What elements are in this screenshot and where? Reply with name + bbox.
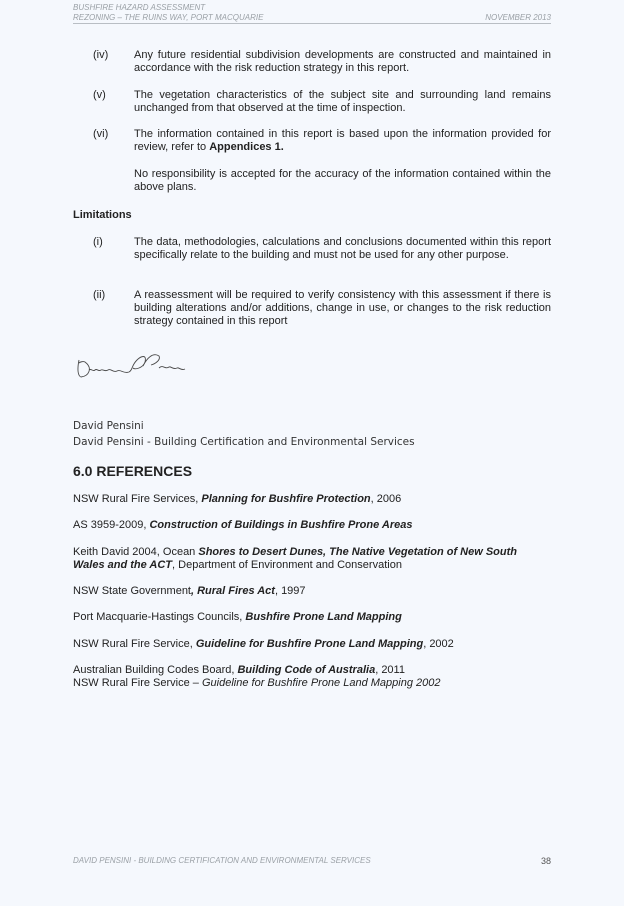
limitation-text: The data, methodologies, calculations and conclusions documented within this report specifically relate to the building and must not be used for any other purpose. bbox=[134, 236, 551, 261]
signature-image bbox=[75, 348, 195, 384]
footer-company: DAVID PENSINI - BUILDING CERTIFICATION AND ENVIRONMENTAL SERVICES bbox=[73, 856, 371, 865]
header-project: REZONING – THE RUINS WAY, PORT MACQUARIE bbox=[73, 13, 264, 22]
condition-text: The information contained in this report is based upon the information provided for review, refer to Appendices 1. bbox=[134, 128, 551, 153]
reference-item: Keith David 2004, Ocean Shores to Desert Dunes, The Native Vegetation of New South Wales and the ACT, Department of Environment and Conservation bbox=[73, 546, 518, 571]
reference-item: AS 3959-2009, Construction of Buildings in Bushfire Prone Areas bbox=[73, 519, 413, 531]
limitation-number: (i) bbox=[93, 236, 103, 248]
condition-note: No responsibility is accepted for the accuracy of the information contained within the above plans. bbox=[134, 168, 551, 193]
references-heading: 6.0 REFERENCES bbox=[73, 463, 193, 479]
condition-number: (iv) bbox=[93, 49, 109, 61]
page-footer bbox=[73, 856, 551, 866]
condition-text: Any future residential subdivision developments are constructed and maintained in accordance with the risk reduction strategy in this report. bbox=[134, 49, 551, 74]
signer-name: David Pensini bbox=[73, 420, 144, 432]
limitation-number: (ii) bbox=[93, 289, 106, 301]
page-number: 38 bbox=[540, 856, 551, 866]
reference-item: NSW Rural Fire Service – Guideline for Bushfire Prone Land Mapping 2002 bbox=[73, 677, 441, 689]
reference-item: NSW Rural Fire Service, Guideline for Bushfire Prone Land Mapping, 2002 bbox=[73, 638, 454, 650]
condition-number: (vi) bbox=[93, 128, 109, 140]
reference-item: NSW State Government, Rural Fires Act, 1997 bbox=[73, 585, 306, 597]
signer-company: David Pensini - Building Certification and Environmental Services bbox=[73, 436, 415, 448]
condition-number: (v) bbox=[93, 89, 106, 101]
limitation-text: A reassessment will be required to verify consistency with this assessment if there is building alterations and/or additions, change in use, or changes to the risk reduction strategy contained in this report bbox=[134, 289, 551, 327]
page-header bbox=[73, 3, 551, 24]
reference-item: Port Macquarie-Hastings Councils, Bushfire Prone Land Mapping bbox=[73, 611, 402, 623]
reference-item: NSW Rural Fire Services, Planning for Bushfire Protection, 2006 bbox=[73, 493, 402, 505]
limitations-heading: Limitations bbox=[73, 209, 132, 221]
header-date: NOVEMBER 2013 bbox=[485, 13, 551, 22]
condition-text: The vegetation characteristics of the subject site and surrounding land remains unchanged from that observed at the time of inspection. bbox=[134, 89, 551, 114]
header-report-title: BUSHFIRE HAZARD ASSESSMENT bbox=[73, 3, 206, 12]
reference-item: Australian Building Codes Board, Building Code of Australia, 2011 bbox=[73, 664, 405, 676]
appendix-ref: Appendices 1. bbox=[209, 141, 284, 153]
